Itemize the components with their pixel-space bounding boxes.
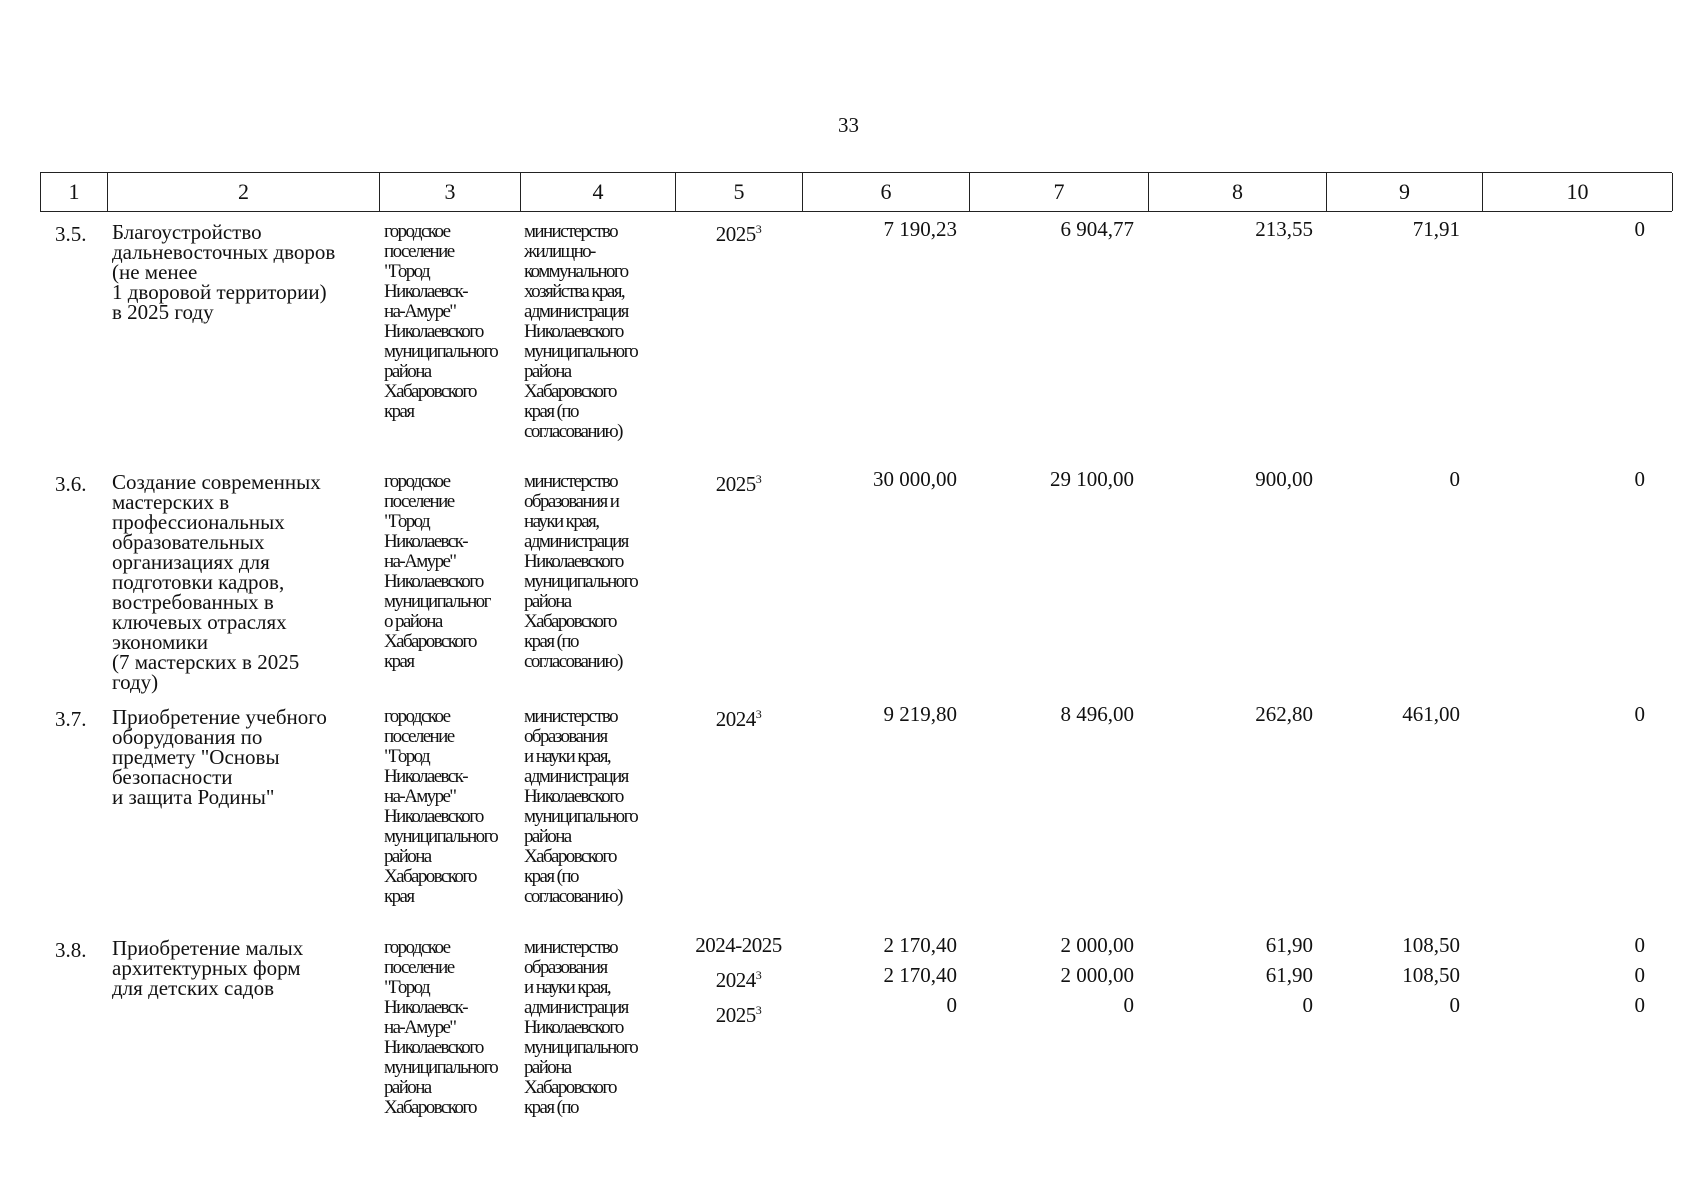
header-col-1: 1: [40, 173, 107, 211]
row-title: Создание современных мастерских в профессиональных образовательных организациях для подготовки кадров, востребованных в ключевых отраслях экономики (7 мастерских в 2025 году): [112, 470, 321, 694]
row-co-executor: министерство образования и науки края, администрация Николаевского муниципального района Хабаровского края (по согласованию): [524, 471, 638, 672]
cell-value: 108,50: [1402, 933, 1460, 957]
row-years: [675, 214, 802, 249]
header-col-10: 10: [1482, 173, 1672, 211]
cell-value: 30 000,00: [873, 467, 957, 491]
year-value: [675, 699, 802, 734]
row-co-executor: министерство образования и науки края, администрация Николаевского муниципального района Хабаровского края (по: [524, 937, 638, 1118]
header-right-border: [1672, 173, 1673, 211]
cell-value: 900,00: [1255, 467, 1313, 491]
table-header: [40, 172, 1672, 212]
cell-value: 0: [1634, 993, 1645, 1017]
row-executor: городское поселение "Город Николаевск- на-Амуре" Николаевского муниципального района Хабаровского края: [384, 221, 498, 422]
cell-value: 61,90: [1265, 933, 1313, 957]
cell-value: 29 100,00: [1050, 467, 1134, 491]
header-col-2: 2: [107, 173, 379, 211]
cell-value: 0: [1634, 467, 1645, 491]
row-c6-values: [797, 699, 957, 729]
cell-value: 262,80: [1255, 702, 1313, 726]
row-c8-values: [1153, 699, 1313, 729]
row-number: 3.8.: [55, 938, 87, 962]
row-years: [675, 464, 802, 499]
cell-value: 0: [1634, 933, 1645, 957]
row-title: Благоустройство дальневосточных дворов (не менее 1 дворовой территории) в 2025 году: [112, 220, 336, 324]
year-value: [675, 930, 802, 960]
row-c6-values: [797, 930, 957, 1020]
row-number: 3.6.: [55, 472, 87, 496]
row-c10-values: [1485, 214, 1645, 244]
row-c6-values: [797, 214, 957, 244]
row-title: Приобретение малых архитектурных форм для детских садов: [112, 936, 304, 1000]
cell-value: 0: [946, 993, 957, 1017]
cell-value: 461,00: [1402, 702, 1460, 726]
row-co-executor: министерство образования и науки края, администрация Николаевского муниципального района Хабаровского края (по согласованию): [524, 706, 638, 907]
cell-value: 0: [1449, 993, 1460, 1017]
cell-value: 0: [1634, 963, 1645, 987]
row-number: 3.5.: [55, 222, 87, 246]
row-executor: городское поселение "Город Николаевск- на-Амуре" Николаевского муниципальног о района Хабаровского края: [384, 471, 490, 672]
row-years: [675, 930, 802, 1030]
header-col-5: 5: [675, 173, 802, 211]
cell-value: 0: [1634, 217, 1645, 241]
row-c8-values: [1153, 930, 1313, 1020]
year-text: 2025: [715, 472, 756, 496]
year-value: [675, 960, 802, 995]
row-c9-values: [1300, 930, 1460, 1020]
year-value: [675, 214, 802, 249]
year-value: [675, 995, 802, 1030]
cell-value: 0: [1449, 467, 1460, 491]
cell-value: 8 496,00: [1060, 702, 1134, 726]
year-text: 2024: [715, 968, 756, 992]
cell-value: 7 190,23: [883, 217, 957, 241]
year-value: [675, 464, 802, 499]
cell-value: 0: [1302, 993, 1313, 1017]
year-footnote: 3: [755, 472, 762, 486]
year-text: 2024-2025: [695, 933, 782, 957]
row-executor: городское поселение "Город Николаевск- на-Амуре" Николаевского муниципального района Хабаровского края: [384, 706, 498, 907]
header-col-8: 8: [1148, 173, 1326, 211]
row-c9-values: [1300, 464, 1460, 494]
row-c6-values: [797, 464, 957, 494]
row-title: Приобретение учебного оборудования по предмету "Основы безопасности и защита Родины": [112, 705, 327, 809]
page-number: 33: [838, 113, 859, 137]
year-text: 2025: [715, 1003, 756, 1027]
cell-value: 61,90: [1265, 963, 1313, 987]
cell-value: 2 000,00: [1060, 933, 1134, 957]
row-executor: городское поселение "Город Николаевск- на-Амуре" Николаевского муниципального района Хабаровского: [384, 937, 498, 1118]
header-col-9: 9: [1326, 173, 1482, 211]
row-c10-values: [1485, 464, 1645, 494]
row-c10-values: [1485, 930, 1645, 1020]
row-c8-values: [1153, 214, 1313, 244]
year-footnote: 3: [755, 1003, 762, 1017]
row-c10-values: [1485, 699, 1645, 729]
cell-value: 0: [1634, 702, 1645, 726]
row-c7-values: [974, 214, 1134, 244]
cell-value: 108,50: [1402, 963, 1460, 987]
row-c7-values: [974, 464, 1134, 494]
row-c8-values: [1153, 464, 1313, 494]
header-col-4: 4: [520, 173, 675, 211]
year-footnote: 3: [755, 222, 762, 236]
year-text: 2025: [715, 222, 756, 246]
header-col-6: 6: [802, 173, 969, 211]
cell-value: 213,55: [1255, 217, 1313, 241]
row-c9-values: [1300, 699, 1460, 729]
row-c9-values: [1300, 214, 1460, 244]
cell-value: 6 904,77: [1060, 217, 1134, 241]
row-number: 3.7.: [55, 707, 87, 731]
row-co-executor: министерство жилищно- коммунального хозяйства края, администрация Николаевского муниципального района Хабаровского края (по согласованию): [524, 221, 638, 442]
cell-value: 0: [1123, 993, 1134, 1017]
row-c7-values: [974, 699, 1134, 729]
row-c7-values: [974, 930, 1134, 1020]
cell-value: 71,91: [1412, 217, 1460, 241]
year-footnote: 3: [755, 968, 762, 982]
cell-value: 2 170,40: [883, 933, 957, 957]
year-text: 2024: [715, 707, 756, 731]
cell-value: 9 219,80: [883, 702, 957, 726]
year-footnote: 3: [755, 707, 762, 721]
row-years: [675, 699, 802, 734]
cell-value: 2 000,00: [1060, 963, 1134, 987]
header-col-7: 7: [969, 173, 1148, 211]
header-col-3: 3: [379, 173, 520, 211]
cell-value: 2 170,40: [883, 963, 957, 987]
